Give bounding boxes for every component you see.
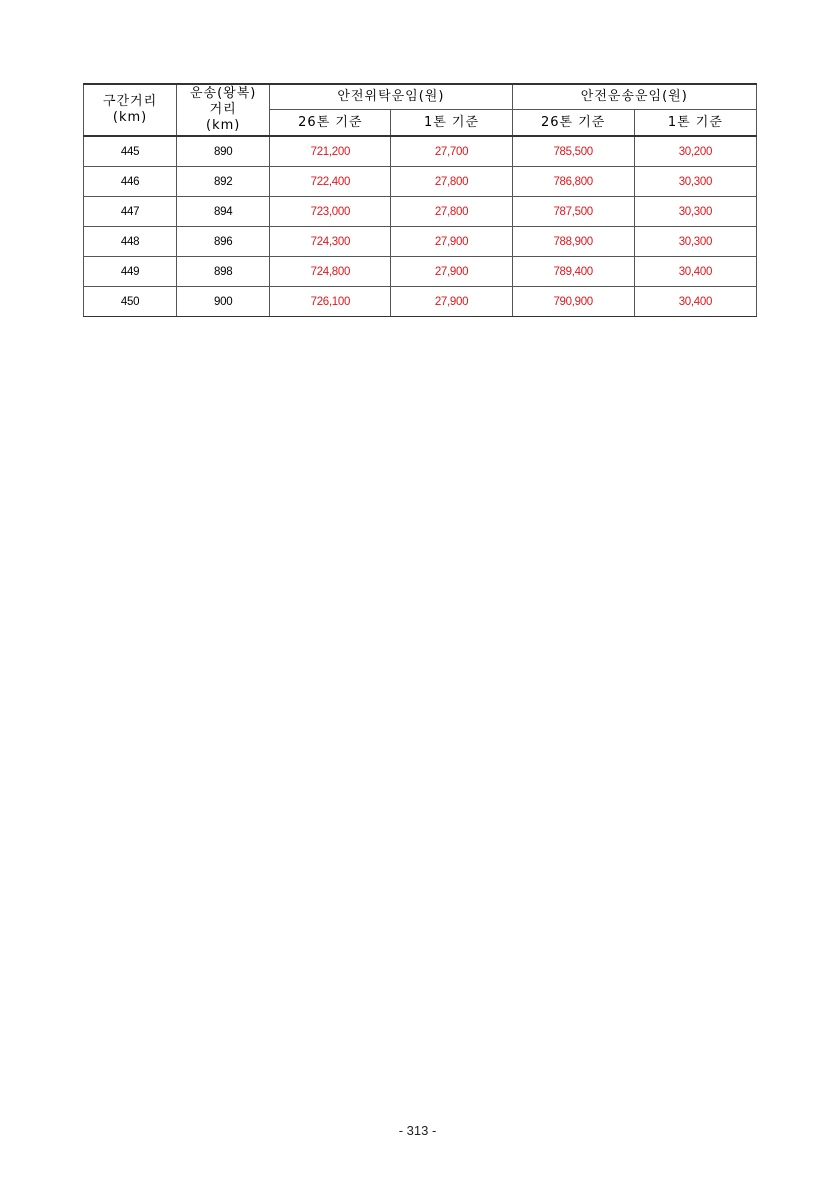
cell-section-km: 447 bbox=[84, 197, 177, 227]
header-consign-26t: 26톤 기준 bbox=[270, 110, 391, 137]
cell-transport-26t: 786,800 bbox=[512, 167, 634, 197]
cell-consign-1t: 27,900 bbox=[391, 257, 512, 287]
cell-consign-1t: 27,800 bbox=[391, 197, 512, 227]
cell-transport-km: 892 bbox=[177, 167, 270, 197]
cell-transport-1t: 30,300 bbox=[634, 167, 756, 197]
cell-transport-26t: 785,500 bbox=[512, 136, 634, 167]
cell-transport-1t: 30,400 bbox=[634, 257, 756, 287]
header-section-distance: 구간거리 (km) bbox=[84, 84, 177, 136]
cell-transport-km: 890 bbox=[177, 136, 270, 167]
cell-consign-1t: 27,800 bbox=[391, 167, 512, 197]
header-consign-rate: 안전위탁운임(원) bbox=[270, 84, 512, 110]
header-consign-1t: 1톤 기준 bbox=[391, 110, 512, 137]
cell-consign-1t: 27,900 bbox=[391, 227, 512, 257]
cell-transport-26t: 787,500 bbox=[512, 197, 634, 227]
table-row bbox=[84, 136, 757, 167]
cell-transport-km: 896 bbox=[177, 227, 270, 257]
cell-consign-26t: 722,400 bbox=[270, 167, 391, 197]
cell-consign-1t: 27,700 bbox=[391, 136, 512, 167]
cell-transport-km: 894 bbox=[177, 197, 270, 227]
cell-transport-km: 898 bbox=[177, 257, 270, 287]
cell-transport-1t: 30,300 bbox=[634, 227, 756, 257]
header-transport-rate: 안전운송운임(원) bbox=[512, 84, 756, 110]
header-transport-26t: 26톤 기준 bbox=[512, 110, 634, 137]
cell-consign-26t: 723,000 bbox=[270, 197, 391, 227]
table-row bbox=[84, 257, 757, 287]
header-transport-1t: 1톤 기준 bbox=[634, 110, 756, 137]
cell-section-km: 446 bbox=[84, 167, 177, 197]
cell-consign-26t: 726,100 bbox=[270, 287, 391, 317]
cell-transport-1t: 30,400 bbox=[634, 287, 756, 317]
cell-section-km: 445 bbox=[84, 136, 177, 167]
cell-transport-km: 900 bbox=[177, 287, 270, 317]
cell-consign-26t: 724,800 bbox=[270, 257, 391, 287]
table-row bbox=[84, 167, 757, 197]
table-row bbox=[84, 227, 757, 257]
table-row bbox=[84, 287, 757, 317]
table-row bbox=[84, 197, 757, 227]
cell-consign-1t: 27,900 bbox=[391, 287, 512, 317]
cell-transport-1t: 30,300 bbox=[634, 197, 756, 227]
cell-transport-26t: 790,900 bbox=[512, 287, 634, 317]
rate-table bbox=[83, 83, 757, 317]
cell-consign-26t: 721,200 bbox=[270, 136, 391, 167]
cell-section-km: 448 bbox=[84, 227, 177, 257]
cell-transport-26t: 789,400 bbox=[512, 257, 634, 287]
page-number: - 313 - bbox=[398, 1123, 437, 1138]
header-transport-distance: 운송(왕복) 거리 (km) bbox=[177, 84, 270, 136]
cell-transport-1t: 30,200 bbox=[634, 136, 756, 167]
cell-section-km: 449 bbox=[84, 257, 177, 287]
cell-section-km: 450 bbox=[84, 287, 177, 317]
cell-transport-26t: 788,900 bbox=[512, 227, 634, 257]
cell-consign-26t: 724,300 bbox=[270, 227, 391, 257]
